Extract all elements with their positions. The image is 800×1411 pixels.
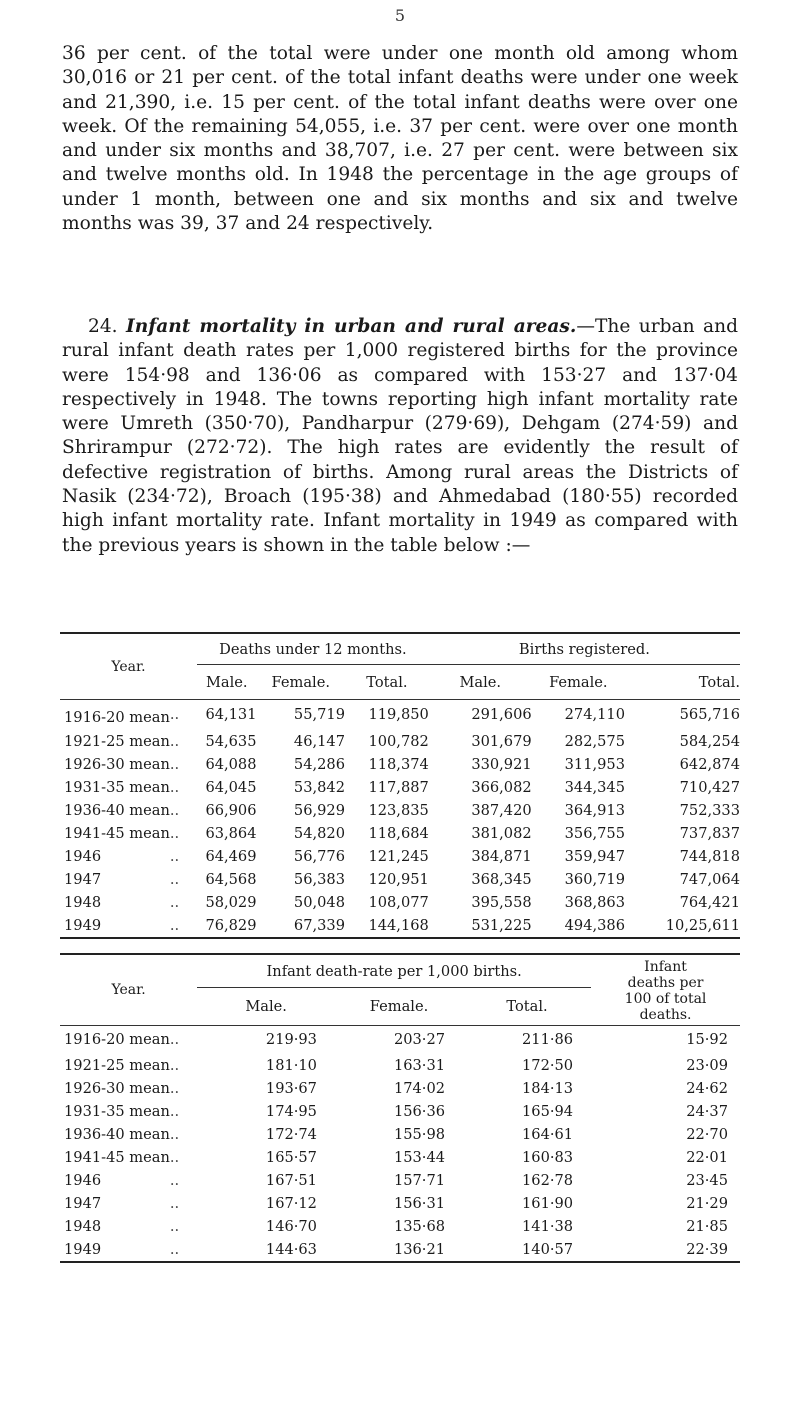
deaths-total: 123,835 bbox=[368, 801, 429, 819]
deaths-total: 118,374 bbox=[368, 755, 429, 773]
table-row bbox=[60, 1054, 740, 1077]
deaths-total: 119,850 bbox=[368, 706, 429, 724]
rate-total: 184·13 bbox=[522, 1079, 574, 1097]
rate-female: 203·27 bbox=[393, 1031, 446, 1049]
rate-total: 140·57 bbox=[463, 1238, 591, 1262]
leader-dots: .. bbox=[169, 1056, 180, 1074]
births-total: 737,837 bbox=[679, 824, 740, 842]
row-year: 1947 bbox=[64, 1194, 102, 1212]
rate-female: 174·02 bbox=[393, 1079, 446, 1097]
header-pct-line2: deaths per bbox=[627, 975, 704, 991]
births-female: 311,953 bbox=[564, 755, 625, 773]
table-row bbox=[60, 845, 740, 868]
deaths-births-table bbox=[60, 632, 740, 939]
rate-female: 156·36 bbox=[393, 1102, 446, 1120]
header-deaths-group: Deaths under 12 months. bbox=[197, 633, 429, 665]
rate-male: 165·57 bbox=[265, 1148, 317, 1166]
deaths-male: 64,469 bbox=[205, 847, 257, 865]
births-female: 274,110 bbox=[564, 706, 625, 724]
row-year: 1921-25 mean bbox=[64, 1056, 170, 1074]
header-births-total: Total. bbox=[698, 673, 740, 691]
row-year: 1926-30 mean bbox=[64, 755, 170, 773]
row-year: 1948 bbox=[64, 1217, 102, 1235]
row-year: 1916-20 mean bbox=[64, 709, 170, 727]
rate-male: 219·93 bbox=[265, 1031, 317, 1049]
deaths-female: 54,286 bbox=[293, 755, 345, 773]
header-pct-line4: deaths. bbox=[639, 1007, 692, 1023]
infant-death-rate-table bbox=[60, 953, 740, 1263]
row-year: 1941-45 mean bbox=[64, 1148, 170, 1166]
pct-total-deaths: 24·62 bbox=[686, 1079, 728, 1097]
deaths-male: 66,906 bbox=[205, 801, 257, 819]
rate-female: 153·44 bbox=[393, 1148, 446, 1166]
table-row bbox=[60, 1238, 740, 1262]
rate-male: 193·67 bbox=[265, 1079, 317, 1097]
header-rate-male: Male. bbox=[245, 998, 287, 1016]
deaths-female: 53,842 bbox=[293, 778, 345, 796]
births-male: 366,082 bbox=[471, 778, 532, 796]
row-year: 1946 bbox=[64, 847, 102, 865]
header-pct-line3: 100 of total bbox=[624, 991, 707, 1007]
header-rate-total: Total. bbox=[506, 998, 548, 1016]
rate-male: 174·95 bbox=[265, 1102, 317, 1120]
table-row bbox=[60, 1026, 740, 1054]
deaths-male: 64,045 bbox=[205, 778, 257, 796]
header-deaths-total: Total. bbox=[366, 673, 408, 691]
births-total: 565,716 bbox=[679, 706, 740, 724]
deaths-male: 63,864 bbox=[205, 824, 257, 842]
pct-total-deaths: 21·29 bbox=[686, 1194, 728, 1212]
row-year: 1931-35 mean bbox=[64, 778, 170, 796]
row-year: 1936-40 mean bbox=[64, 1125, 170, 1143]
header-rate-female: Female. bbox=[369, 998, 429, 1016]
rate-male: 167·12 bbox=[265, 1194, 317, 1212]
rate-male: 144·63 bbox=[197, 1238, 335, 1262]
leader-dots: .. bbox=[169, 847, 180, 865]
rate-total: 162·78 bbox=[522, 1171, 574, 1189]
rate-female: 157·71 bbox=[393, 1171, 446, 1189]
rate-male: 181·10 bbox=[265, 1056, 317, 1074]
header-year: Year. bbox=[111, 982, 146, 998]
births-male: 387,420 bbox=[471, 801, 532, 819]
births-total: 744,818 bbox=[679, 847, 740, 865]
deaths-female: 56,929 bbox=[293, 801, 345, 819]
header-deaths-male: Male. bbox=[205, 673, 248, 691]
pct-total-deaths: 22·70 bbox=[686, 1125, 728, 1143]
table-row bbox=[60, 1100, 740, 1123]
section-number: 24. bbox=[88, 316, 118, 337]
leader-dots: .. bbox=[170, 1238, 197, 1262]
row-year: 1916-20 mean bbox=[64, 1031, 170, 1049]
births-male: 330,921 bbox=[471, 755, 532, 773]
leader-dots: .. bbox=[169, 893, 180, 911]
leader-dots: .. bbox=[169, 1125, 180, 1143]
table-row bbox=[60, 1077, 740, 1100]
leader-dots: .. bbox=[169, 1148, 180, 1166]
paragraph-24 bbox=[62, 315, 738, 558]
births-male: 395,558 bbox=[471, 893, 532, 911]
deaths-total: 144,168 bbox=[345, 914, 429, 938]
row-year: 1926-30 mean bbox=[64, 1079, 170, 1097]
deaths-female: 46,147 bbox=[293, 732, 345, 750]
table-row bbox=[60, 868, 740, 891]
births-total: 584,254 bbox=[679, 732, 740, 750]
deaths-total: 120,951 bbox=[368, 870, 429, 888]
deaths-female: 67,339 bbox=[257, 914, 345, 938]
table-row bbox=[60, 730, 740, 753]
table-row bbox=[60, 822, 740, 845]
rate-total: 160·83 bbox=[522, 1148, 574, 1166]
row-year: 1949 bbox=[60, 914, 170, 938]
births-total: 747,064 bbox=[679, 870, 740, 888]
pct-total-deaths: 23·45 bbox=[686, 1171, 728, 1189]
leader-dots: .. bbox=[169, 1102, 180, 1120]
row-year: 1949 bbox=[60, 1238, 170, 1262]
rate-total: 165·94 bbox=[522, 1102, 574, 1120]
header-deaths-female: Female. bbox=[271, 673, 330, 691]
leader-dots: .. bbox=[169, 732, 180, 750]
section-body: —The urban and rural infant death rates per 1,000 registered births for the province were 154·98 and 136·06 as compared with 153·27 and 137·04 respectively in 1948. The towns reporting high infant mortality rate were Umreth (350·70), Pandharpur (279·69), Dehgam (274·59) and Shrirampur (272·72). The high rates are evidently the result of defective registration of births. Among rural areas the Districts of Nasik (234·72), Broach (195·38) and Ahmedabad (180·55) recorded high infant mortality rate. Infant mortality in 1949 as compared with the previous years is shown in the table below :— bbox=[62, 316, 739, 556]
births-total: 764,421 bbox=[679, 893, 740, 911]
deaths-female: 55,719 bbox=[293, 706, 345, 724]
deaths-female: 54,820 bbox=[293, 824, 345, 842]
pct-total-deaths: 22·01 bbox=[686, 1148, 728, 1166]
deaths-total: 118,684 bbox=[368, 824, 429, 842]
births-total: 710,427 bbox=[679, 778, 740, 796]
row-year: 1936-40 mean bbox=[64, 801, 170, 819]
table2-body bbox=[60, 1026, 740, 1262]
deaths-male: 64,131 bbox=[205, 706, 257, 724]
births-male: 301,679 bbox=[471, 732, 532, 750]
deaths-female: 56,383 bbox=[293, 870, 345, 888]
table-row bbox=[60, 776, 740, 799]
pct-total-deaths: 15·92 bbox=[686, 1031, 728, 1049]
table-row bbox=[60, 700, 740, 730]
births-female: 360,719 bbox=[564, 870, 625, 888]
births-male: 368,345 bbox=[471, 870, 532, 888]
deaths-total: 117,887 bbox=[368, 778, 429, 796]
section-heading: Infant mortality in urban and rural areas. bbox=[126, 316, 577, 337]
leader-dots: .. bbox=[170, 914, 197, 938]
rate-female: 136·21 bbox=[335, 1238, 463, 1262]
rate-male: 146·70 bbox=[265, 1217, 317, 1235]
table-row bbox=[60, 891, 740, 914]
deaths-female: 50,048 bbox=[293, 893, 345, 911]
header-births-female: Female. bbox=[549, 673, 608, 691]
row-year: 1921-25 mean bbox=[64, 732, 170, 750]
rate-total: 164·61 bbox=[522, 1125, 574, 1143]
births-male: 531,225 bbox=[429, 914, 532, 938]
leader-dots: .. bbox=[169, 1171, 180, 1189]
leader-dots: .. bbox=[169, 1217, 180, 1235]
births-female: 282,575 bbox=[564, 732, 625, 750]
table1-body bbox=[60, 700, 740, 938]
births-female: 359,947 bbox=[564, 847, 625, 865]
rate-total: 161·90 bbox=[522, 1194, 574, 1212]
row-year: 1941-45 mean bbox=[64, 824, 170, 842]
rate-total: 211·86 bbox=[522, 1031, 574, 1049]
leader-dots: .. bbox=[169, 1031, 180, 1049]
rate-female: 155·98 bbox=[393, 1125, 446, 1143]
deaths-male: 64,568 bbox=[205, 870, 257, 888]
births-female: 368,863 bbox=[564, 893, 625, 911]
row-year: 1948 bbox=[64, 893, 102, 911]
leader-dots: .. bbox=[169, 1194, 180, 1212]
pct-total-deaths: 21·85 bbox=[686, 1217, 728, 1235]
header-year: Year. bbox=[111, 658, 146, 675]
rate-total: 141·38 bbox=[522, 1217, 574, 1235]
leader-dots: .. bbox=[169, 778, 180, 796]
table-row bbox=[60, 914, 740, 938]
rate-male: 172·74 bbox=[265, 1125, 317, 1143]
deaths-male: 54,635 bbox=[205, 732, 257, 750]
rate-female: 156·31 bbox=[393, 1194, 446, 1212]
leader-dots: .. bbox=[169, 870, 180, 888]
table-row bbox=[60, 1146, 740, 1169]
row-year: 1946 bbox=[64, 1171, 102, 1189]
table-row bbox=[60, 1215, 740, 1238]
births-male: 384,871 bbox=[471, 847, 532, 865]
deaths-female: 56,776 bbox=[293, 847, 345, 865]
table-row bbox=[60, 799, 740, 822]
header-pct-total-deaths bbox=[591, 954, 740, 1026]
births-female: 356,755 bbox=[564, 824, 625, 842]
table-row bbox=[60, 753, 740, 776]
rate-male: 167·51 bbox=[265, 1171, 317, 1189]
leader-dots: .. bbox=[169, 706, 180, 724]
births-total: 10,25,611 bbox=[625, 914, 740, 938]
rate-female: 135·68 bbox=[393, 1217, 446, 1235]
paragraph-continued: 36 per cent. of the total were under one month old among whom 30,016 or 21 per cent. of the total infant deaths were under one week and 21,390, i.e. 15 per cent. of the total infant deaths were over one week. Of the remaining 54,055, i.e. 37 per cent. were over one month and under six months and 38,707, i.e. 27 per cent. were between six and twelve months old. In 1948 the percentage in the age groups of under 1 month, between one and six months and six and twelve months was 39, 37 and 24 respectively. bbox=[62, 43, 738, 235]
header-pct-line1: Infant bbox=[644, 959, 687, 975]
header-births-group: Births registered. bbox=[429, 633, 740, 665]
rate-female: 163·31 bbox=[393, 1056, 446, 1074]
births-female: 364,913 bbox=[564, 801, 625, 819]
row-year: 1931-35 mean bbox=[64, 1102, 170, 1120]
deaths-total: 121,245 bbox=[368, 847, 429, 865]
births-total: 642,874 bbox=[679, 755, 740, 773]
header-births-male: Male. bbox=[459, 673, 502, 691]
births-male: 381,082 bbox=[471, 824, 532, 842]
leader-dots: .. bbox=[169, 755, 180, 773]
pct-total-deaths: 22·39 bbox=[591, 1238, 740, 1262]
pct-total-deaths: 24·37 bbox=[686, 1102, 728, 1120]
table-row bbox=[60, 1123, 740, 1146]
deaths-male: 76,829 bbox=[197, 914, 257, 938]
leader-dots: .. bbox=[169, 1079, 180, 1097]
deaths-male: 64,088 bbox=[205, 755, 257, 773]
births-total: 752,333 bbox=[679, 801, 740, 819]
leader-dots: .. bbox=[169, 801, 180, 819]
table-row bbox=[60, 1192, 740, 1215]
births-female: 494,386 bbox=[532, 914, 625, 938]
pct-total-deaths: 23·09 bbox=[686, 1056, 728, 1074]
page-number: 5 bbox=[394, 6, 406, 25]
births-male: 291,606 bbox=[471, 706, 532, 724]
leader-dots: .. bbox=[169, 824, 180, 842]
rate-total: 172·50 bbox=[522, 1056, 574, 1074]
row-year: 1947 bbox=[64, 870, 102, 888]
header-rate-group: Infant death-rate per 1,000 births. bbox=[197, 954, 591, 988]
births-female: 344,345 bbox=[564, 778, 625, 796]
deaths-male: 58,029 bbox=[205, 893, 257, 911]
deaths-total: 100,782 bbox=[368, 732, 429, 750]
deaths-total: 108,077 bbox=[368, 893, 429, 911]
table-row bbox=[60, 1169, 740, 1192]
